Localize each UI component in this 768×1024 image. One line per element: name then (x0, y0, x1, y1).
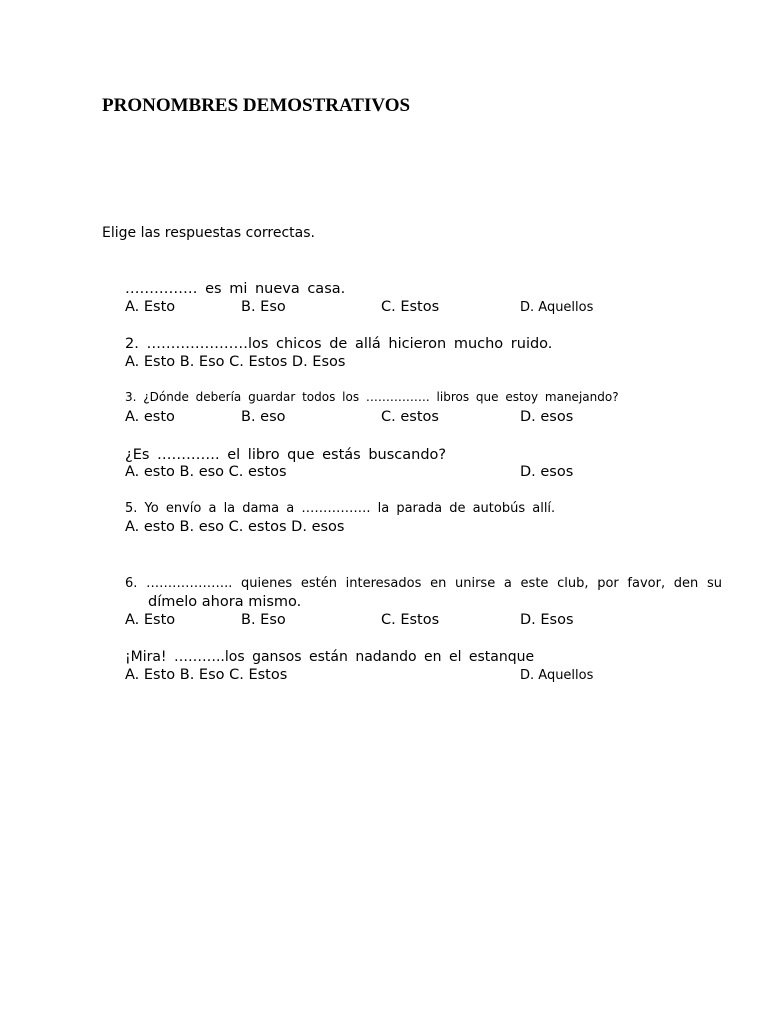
question-1-option-a: A. Esto (125, 299, 176, 315)
question-3-option-d: D. esos (520, 409, 574, 425)
question-7-text: ¡Mira! ………..los gansos están nadando en el estanque (125, 649, 535, 665)
question-4-options-abc: A. esto B. eso C. estos (125, 464, 287, 480)
question-5-options: A. esto B. eso C. estos D. esos (125, 519, 345, 535)
worksheet-title: PRONOMBRES DEMOSTRATIVOS (102, 95, 411, 116)
question-6-option-b: B. Eso (241, 612, 286, 628)
question-3-option-c: C. estos (381, 409, 439, 425)
question-2-options: A. Esto B. Eso C. Estos D. Esos (125, 354, 346, 370)
question-1-option-d: D. Aquellos (520, 300, 594, 315)
question-3-option-b: B. eso (241, 409, 286, 425)
question-6-text-continued: dímelo ahora mismo. (148, 594, 302, 610)
question-4-option-d: D. esos (520, 464, 574, 480)
question-6-option-a: A. Esto (125, 612, 176, 628)
instruction-text: Elige las respuestas correctas. (102, 225, 315, 241)
question-5-text: 5. Yo envío a la dama a ……………. la parada de autobús allí. (125, 501, 556, 516)
question-1-option-b: B. Eso (241, 299, 286, 315)
question-3-option-a: A. esto (125, 409, 175, 425)
question-6-text: 6. ……………….. quienes estén interesados en unirse a este club, por favor, den su (125, 576, 722, 591)
question-2-text: 2. …………………los chicos de allá hicieron mucho ruido. (125, 336, 553, 352)
question-1-option-c: C. Estos (381, 299, 440, 315)
question-7-option-d: D. Aquellos (520, 668, 594, 683)
question-6-option-c: C. Estos (381, 612, 440, 628)
question-1-text: …………… es mi nueva casa. (125, 281, 346, 297)
question-7-options-abc: A. Esto B. Eso C. Estos (125, 667, 288, 683)
question-6-option-d: D. Esos (520, 612, 574, 628)
question-4-text: ¿Es …………. el libro que estás buscando? (125, 447, 447, 463)
question-3-text: 3. ¿Dónde debería guardar todos los ……………. libros que estoy manejando? (125, 390, 619, 404)
